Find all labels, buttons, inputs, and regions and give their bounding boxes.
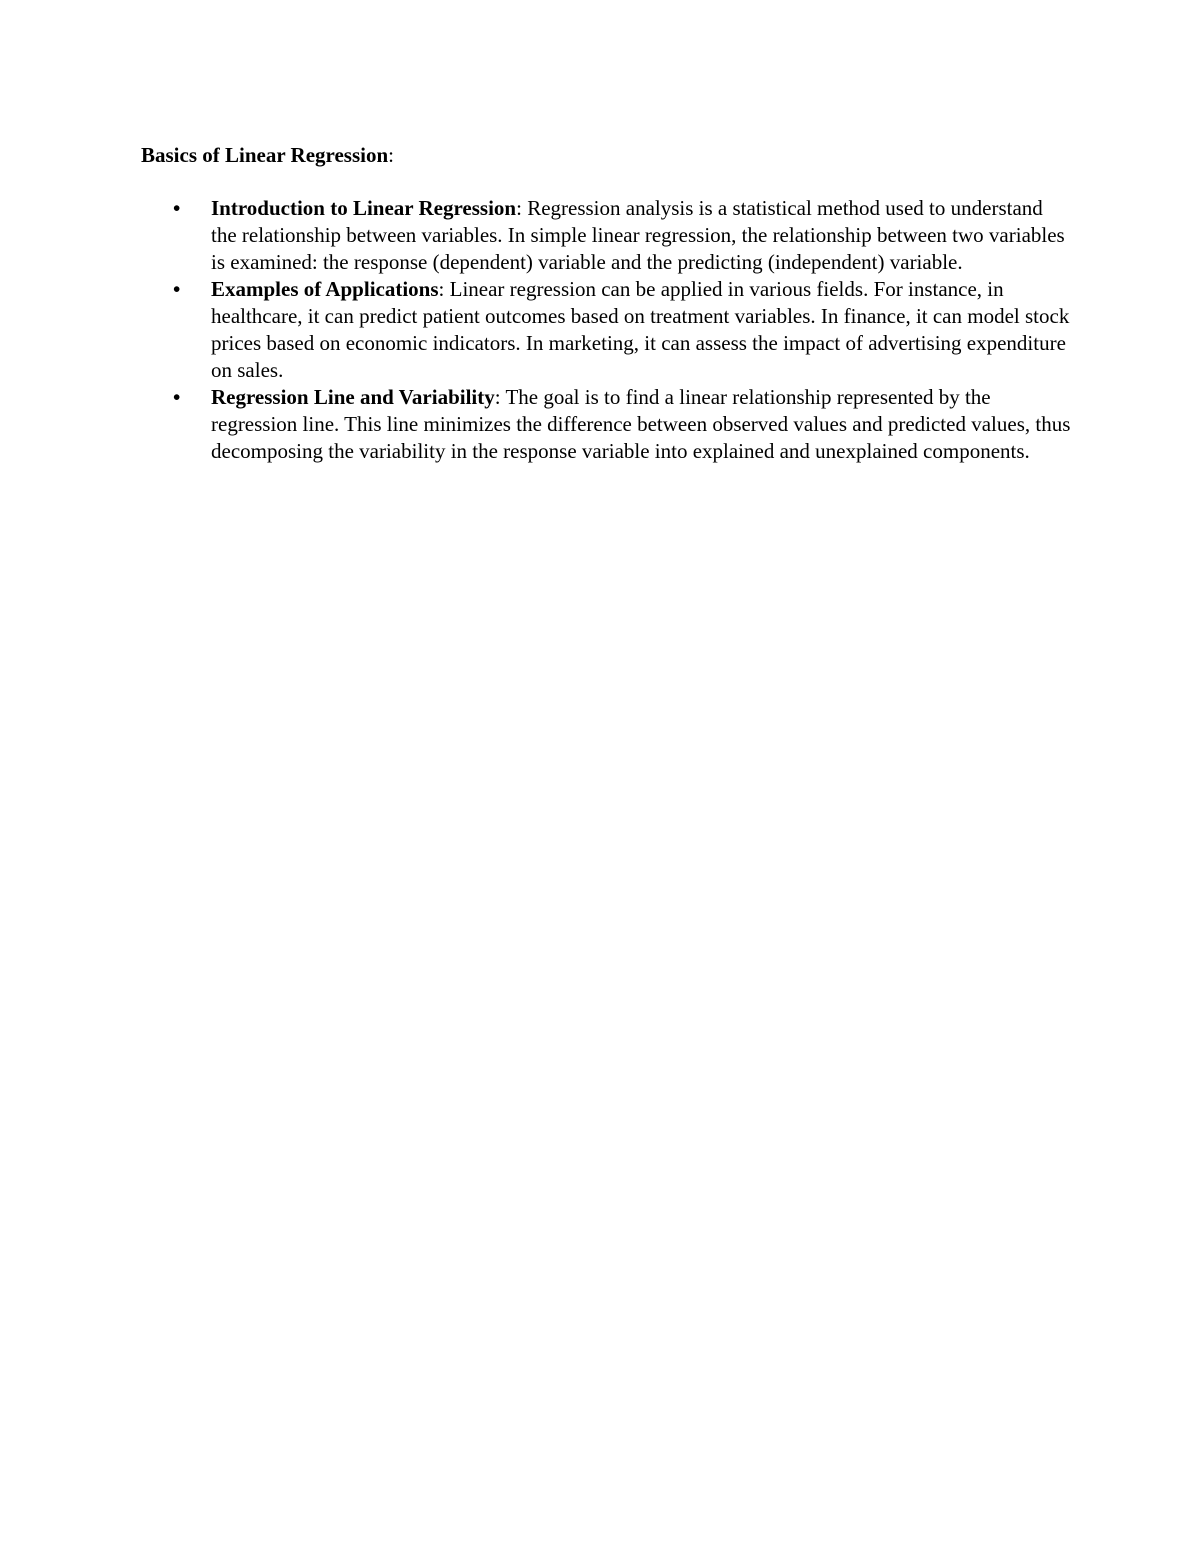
document-body xyxy=(141,142,1071,465)
list-item-text: : Linear regression can be applied in various fields. For instance, in healthcare, it can predict patient outcomes based on treatment variables. In finance, it can model stock prices based on economic indicators. In marketing, it can assess the impact of advertising expenditure on sales. xyxy=(211,277,1070,382)
list-item xyxy=(141,384,1071,465)
bullet-icon: • xyxy=(173,196,181,220)
list-item-text: : The goal is to find a linear relationship represented by the regression line. This line minimizes the difference between observed values and predicted values, thus decomposing the variability in the response variable into explained and unexplained components. xyxy=(211,385,1071,463)
section-heading-suffix: : xyxy=(388,143,394,167)
section-heading xyxy=(141,142,1071,169)
list-item-term: Regression Line and Variability xyxy=(211,385,495,409)
bullet-list xyxy=(141,195,1071,465)
list-item-term: Examples of Applications xyxy=(211,277,439,301)
section-heading-title: Basics of Linear Regression xyxy=(141,143,389,167)
list-item xyxy=(141,276,1071,384)
bullet-icon: • xyxy=(173,277,181,301)
bullet-icon: • xyxy=(173,385,181,409)
list-item xyxy=(141,195,1071,276)
list-item-text: : Regression analysis is a statistical method used to understand the relationship between variables. In simple linear regression, the relationship between two variables is examined: the response (dependent) variable and the predicting (independent) variable. xyxy=(211,196,1065,274)
list-item-term: Introduction to Linear Regression xyxy=(211,196,517,220)
